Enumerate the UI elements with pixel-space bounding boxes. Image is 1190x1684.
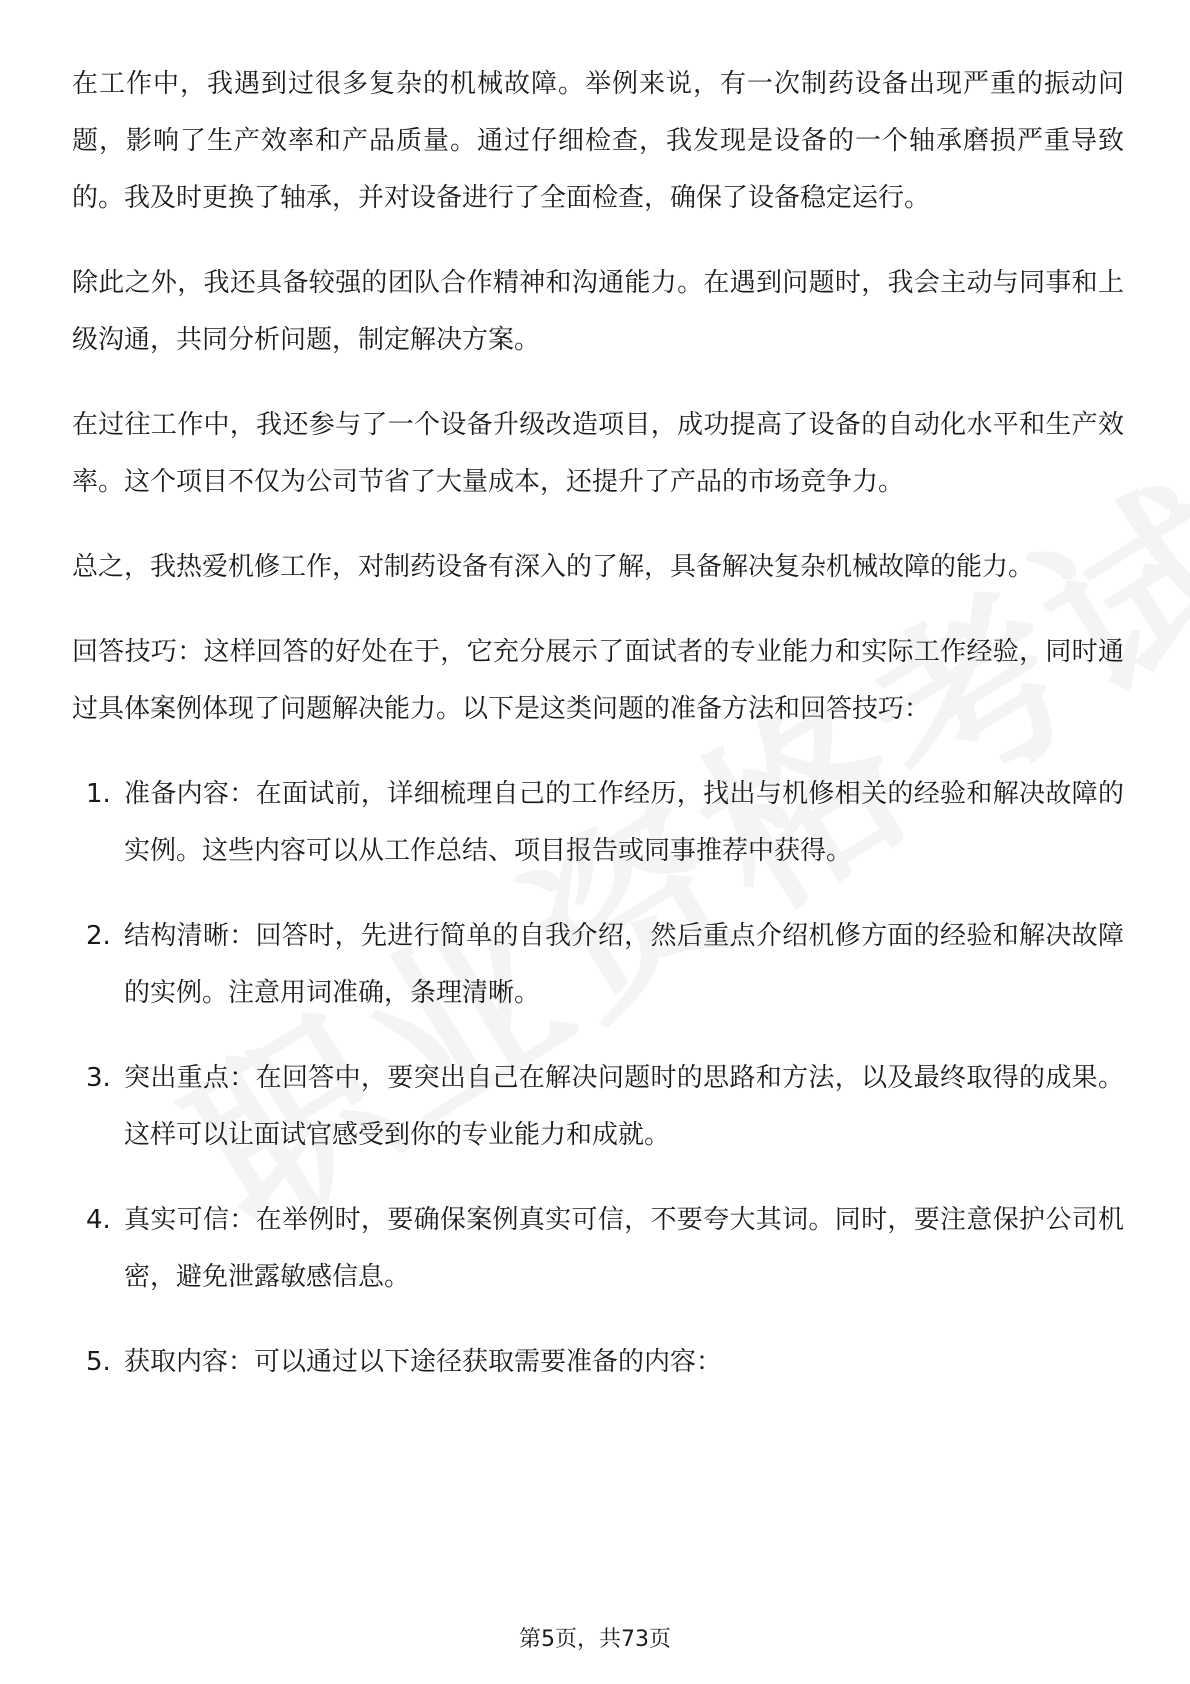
list-item bbox=[72, 908, 1124, 1022]
list-item-number: 1. bbox=[86, 779, 111, 809]
list-item bbox=[72, 1050, 1124, 1164]
paragraph-teamwork: 除此之外，我还具备较强的团队合作精神和沟通能力。在遇到问题时，我会主动与同事和上级沟通，共同分析问题，制定解决方案。 bbox=[72, 268, 1124, 355]
paragraph-tips-intro: 回答技巧：这样回答的好处在于，它充分展示了面试者的专业能力和实际工作经验，同时通过具体案例体现了问题解决能力。以下是这类问题的准备方法和回答技巧： bbox=[72, 637, 1124, 724]
list-item-number: 3. bbox=[86, 1063, 111, 1093]
list-item bbox=[72, 1192, 1124, 1306]
list-item-text: 突出重点：在回答中，要突出自己在解决问题时的思路和方法，以及最终取得的成果。这样可以让面试官感受到你的专业能力和成就。 bbox=[124, 1063, 1124, 1150]
list-item-text: 真实可信：在举例时，要确保案例真实可信，不要夸大其词。同时，要注意保护公司机密，避免泄露敏感信息。 bbox=[124, 1205, 1124, 1292]
list-item-text: 结构清晰：回答时，先进行简单的自我介绍，然后重点介绍机修方面的经验和解决故障的实例。注意用词准确，条理清晰。 bbox=[124, 921, 1124, 1008]
paragraph-experience: 在工作中，我遇到过很多复杂的机械故障。举例来说，有一次制药设备出现严重的振动问题，影响了生产效率和产品质量。通过仔细检查，我发现是设备的一个轴承磨损严重导致的。我及时更换了轴承，并对设备进行了全面检查，确保了设备稳定运行。 bbox=[72, 69, 1124, 213]
paragraph-project: 在过往工作中，我还参与了一个设备升级改造项目，成功提高了设备的自动化水平和生产效率。这个项目不仅为公司节省了大量成本，还提升了产品的市场竞争力。 bbox=[72, 410, 1124, 497]
list-item-text: 准备内容：在面试前，详细梳理自己的工作经历，找出与机修相关的经验和解决故障的实例。这些内容可以从工作总结、项目报告或同事推荐中获得。 bbox=[124, 779, 1124, 866]
page-footer: 第5页，共73页 bbox=[519, 1627, 671, 1652]
list-item bbox=[72, 1334, 1124, 1391]
paragraph-summary: 总之，我热爱机修工作，对制药设备有深入的了解，具备解决复杂机械故障的能力。 bbox=[72, 552, 1035, 582]
list-item-text: 获取内容：可以通过以下途径获取需要准备的内容： bbox=[124, 1347, 723, 1377]
document-body bbox=[72, 56, 1124, 1419]
tips-list bbox=[72, 766, 1124, 1391]
list-item-number: 5. bbox=[86, 1347, 111, 1377]
list-item-number: 4. bbox=[86, 1205, 111, 1235]
list-item-number: 2. bbox=[86, 921, 111, 951]
list-item bbox=[72, 766, 1124, 880]
